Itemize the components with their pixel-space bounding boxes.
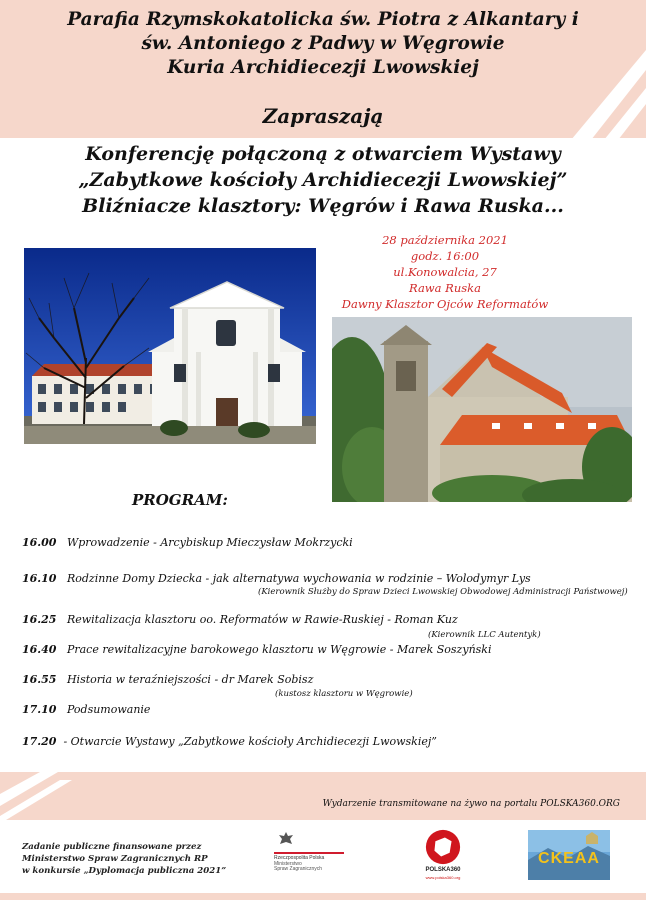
organizers-header	[0, 8, 646, 80]
mfa-logo	[272, 830, 352, 880]
organizer-line-3: Kuria Archidiecezji Lwowskiej	[167, 57, 479, 78]
funding-note	[22, 841, 226, 877]
polska360-logo	[418, 828, 468, 882]
program-item-4	[22, 643, 491, 656]
event-city: Rawa Ruska	[409, 281, 481, 295]
stream-note: Wydarzenie transmitowane na żywo na portalu POLSKA360.ORG	[322, 799, 620, 809]
funding-line-2: Ministerstwo Spraw Zagranicznych RP	[22, 854, 208, 864]
polska360-url: www.polska360.org	[425, 875, 461, 880]
program-item-2	[22, 572, 531, 585]
program-time: 17.10	[22, 703, 57, 716]
program-item-6	[22, 703, 150, 716]
funding-line-3: w konkursie „Dyplomacja publiczna 2021”	[22, 866, 227, 876]
mfa-name-3: Spraw Zagranicznych	[274, 866, 323, 872]
conference-title	[0, 141, 646, 219]
conference-line-1: Konferencję połączoną z otwarciem Wystawy	[85, 143, 561, 165]
funding-line-1: Zadanie publiczne finansowane przez	[22, 842, 202, 852]
mfa-name-2: Ministerstwo	[274, 861, 302, 867]
event-street: ul.Konowalcia, 27	[393, 265, 497, 279]
program-text: Wprowadzenie - Arcybiskup Mieczysław Mokrzycki	[66, 536, 353, 549]
polska360-name: POLSKA360	[425, 867, 461, 873]
mfa-name-1: Rzeczpospolita Polska	[274, 855, 325, 861]
program-text: - Otwarcie Wystawy „Zabytkowe kościoły Archidiecezji Lwowskiej”	[63, 735, 437, 748]
organizer-line-1: Parafia Rzymskokatolicka św. Piotra z Alkantary i	[67, 9, 579, 30]
event-place: Dawny Klasztor Ojców Reformatów	[341, 297, 549, 311]
krea-logo	[528, 830, 610, 880]
program-text: Rodzinne Domy Dziecka - jak alternatywa wychowania w rodzinie – Wolodymyr Lys	[66, 572, 531, 585]
decorative-stripes	[0, 772, 120, 820]
event-time: godz. 16:00	[410, 249, 480, 263]
program-time: 16.00	[22, 536, 57, 549]
conference-line-2: „Zabytkowe kościoły Archidiecezji Lwowskiej”	[78, 169, 568, 191]
krea-text: CKEAA	[538, 850, 600, 867]
program-text: Prace rewitalizacyjne barokowego klasztoru w Węgrowie - Marek Soszyński	[66, 643, 492, 656]
program-note-2: (Kierownik Służby do Spraw Dzieci Lwowskiej Obwodowej Administracji Państwowej)	[258, 587, 628, 597]
program-text: Podsumowanie	[66, 703, 151, 716]
program-time: 16.25	[22, 613, 57, 626]
flag-stripe	[274, 852, 344, 854]
program-time: 16.10	[22, 572, 57, 585]
polska360-circle-icon	[424, 828, 462, 866]
organizer-line-2: św. Antoniego z Padwy w Węgrowie	[141, 33, 505, 54]
bottom-band	[0, 893, 646, 900]
event-date: 28 października 2021	[382, 233, 508, 247]
program-item-7	[22, 735, 437, 748]
program-title: PROGRAM:	[132, 491, 228, 509]
monastery-rawa-ruska-photo	[332, 317, 632, 502]
event-details	[330, 232, 560, 312]
conference-line-3: Bliźniacze klasztory: Węgrów i Rawa Ruska...	[82, 195, 564, 217]
program-note-5: (kustosz klasztoru w Węgrowie)	[275, 689, 413, 699]
eagle-icon	[276, 830, 296, 850]
program-item-5	[22, 673, 313, 686]
church-wegrow-photo	[24, 248, 316, 444]
program-text: Rewitalizacja klasztoru oo. Reformatów w Rawie-Ruskiej - Roman Kuz	[66, 613, 458, 626]
program-text: Historia w teraźniejszości - dr Marek Sobisz	[66, 673, 314, 686]
program-time: 16.55	[22, 673, 57, 686]
program-item-3	[22, 613, 458, 626]
invite-heading: Zapraszają	[262, 104, 384, 128]
footer-band	[0, 772, 646, 820]
program-item-1	[22, 536, 353, 549]
program-time: 16.40	[22, 643, 57, 656]
program-note-3: (Kierownik LLC Autentyk)	[428, 630, 541, 640]
program-time: 17.20	[22, 735, 57, 748]
